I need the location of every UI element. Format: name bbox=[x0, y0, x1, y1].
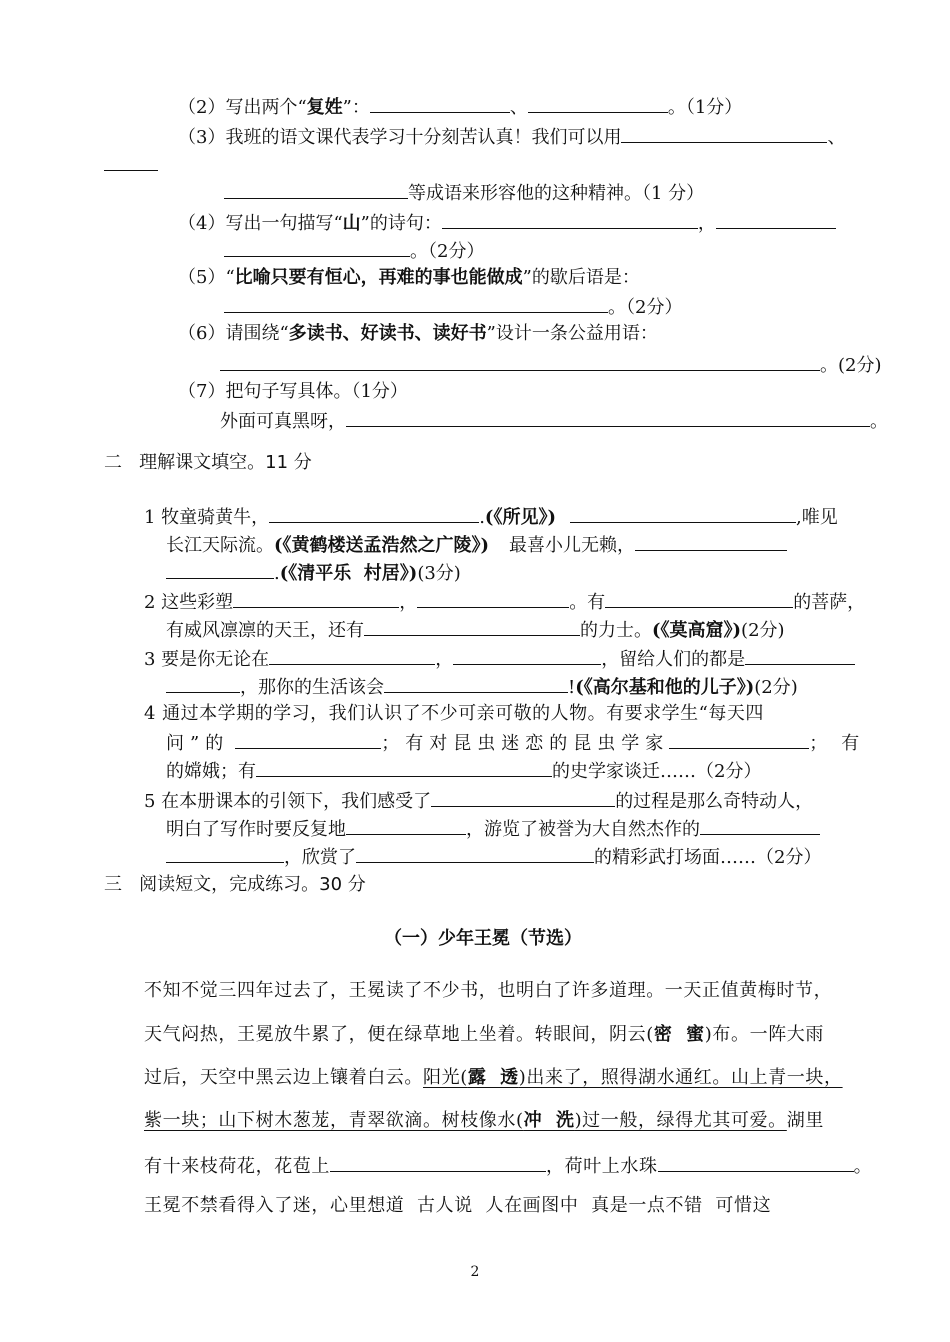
answer-blank[interactable] bbox=[669, 730, 809, 749]
item-4-line-3: 的嫦娥；有 的史学家谈迁……（2分） bbox=[166, 758, 761, 784]
passage-line-4: 紫一块；山下树木葱茏，青翠欲滴。树枝像水(冲 洗)过一般，绿得尤其可爱。湖里 bbox=[144, 1110, 824, 1131]
answer-blank[interactable] bbox=[370, 94, 510, 113]
q5-line-2: 。（2分） bbox=[224, 294, 682, 320]
item-1-line-3: .(《清平乐 村居》)(3分) bbox=[166, 560, 461, 586]
answer-blank[interactable] bbox=[364, 617, 580, 636]
underlined-text: 阳光(露 透)出来了，照得湖水通红。山上青一块， bbox=[423, 1067, 843, 1088]
item-5-line-2: 明白了写作时要反复地 ，游览了被誉为大自然杰作的 bbox=[166, 816, 820, 842]
answer-blank[interactable] bbox=[356, 844, 594, 863]
item-4-line-2: 问”的 ；有对昆虫迷恋的昆虫学家 ；有 bbox=[166, 730, 873, 756]
q6-line: （6）请围绕“多读书、好读书、读好书”设计一条公益用语： bbox=[178, 323, 658, 344]
answer-blank[interactable] bbox=[700, 816, 820, 835]
q5-line: （5）“比喻只要有恒心，再难的事也能做成”的歇后语是： bbox=[178, 267, 640, 288]
answer-blank[interactable] bbox=[570, 504, 796, 523]
answer-blank[interactable] bbox=[104, 152, 158, 171]
section-3-heading: 三 阅读短文，完成练习。30 分 bbox=[104, 874, 366, 895]
q3-line-2: 等成语来形容他的这种精神。（1 分） bbox=[224, 180, 704, 206]
answer-blank[interactable] bbox=[605, 589, 793, 608]
answer-blank[interactable] bbox=[346, 408, 870, 427]
q4-line: （4）写出一句描写“山”的诗句： ， bbox=[178, 210, 836, 236]
word-choice[interactable]: 密 蜜 bbox=[653, 1024, 705, 1045]
item-1-line-2: 长江天际流。(《黄鹤楼送孟浩然之广陵》) 最喜小儿无赖， bbox=[166, 532, 787, 558]
answer-blank[interactable] bbox=[346, 816, 466, 835]
item-3-line-2: ，那你的生活该会 !(《高尔基和他的儿子》)(2分) bbox=[166, 674, 798, 700]
answer-blank[interactable] bbox=[233, 589, 399, 608]
q6-keyword: 多读书、好读书、读好书 bbox=[288, 323, 487, 344]
passage-line-6: 王冕不禁看得入了迷，心里想道 古人说 人在画图中 真是一点不错 可惜这 bbox=[144, 1195, 772, 1216]
answer-blank[interactable] bbox=[269, 646, 435, 665]
answer-blank[interactable] bbox=[166, 560, 274, 579]
item-4-line-1: 4 通过本学期的学习，我们认识了不少可亲可敬的人物。有要求学生“每天四 bbox=[144, 703, 764, 724]
answer-blank[interactable] bbox=[166, 844, 284, 863]
section-2-heading: 二 理解课文填空。11 分 bbox=[104, 452, 312, 473]
answer-blank[interactable] bbox=[431, 788, 615, 807]
word-choice[interactable]: 冲 洗 bbox=[523, 1110, 575, 1131]
q5-keyword: 比喻只要有恒心，再难的事也能做成 bbox=[234, 267, 523, 288]
underlined-text: 紫一块；山下树木葱茏，青翠欲滴。树枝像水(冲 洗)过一般，绿得尤其可爱。 bbox=[144, 1110, 787, 1131]
answer-blank[interactable] bbox=[658, 1153, 854, 1172]
passage-title: （一）少年王冕（节选） bbox=[384, 928, 582, 949]
answer-blank[interactable] bbox=[269, 504, 479, 523]
passage-line-3: 过后，天空中黑云边上镶着白云。阳光(露 透)出来了，照得湖水通红。山上青一块， bbox=[144, 1067, 843, 1088]
q2-line: （2）写出两个“复姓”： 、 。（1分） bbox=[178, 94, 742, 120]
answer-blank[interactable] bbox=[442, 210, 698, 229]
answer-blank[interactable] bbox=[635, 532, 787, 551]
page-number: 2 bbox=[470, 1264, 480, 1280]
q2-keyword: 复姓 bbox=[306, 97, 343, 118]
answer-blank[interactable] bbox=[235, 730, 381, 749]
q6-line-2: 。(2分) bbox=[220, 352, 882, 378]
item-2-line-2: 有威风凛凛的天王，还有 的力士。(《莫高窟》)(2分) bbox=[166, 617, 785, 643]
q7-line: （7）把句子写具体。（1分） bbox=[178, 381, 408, 402]
answer-blank[interactable] bbox=[621, 124, 827, 143]
answer-blank[interactable] bbox=[256, 758, 552, 777]
passage-line-1: 不知不觉三四年过去了，王冕读了不少书，也明白了许多道理。一天正值黄梅时节， bbox=[144, 980, 833, 1001]
passage-line-2: 天气闷热，王冕放牛累了，便在绿草地上坐着。转眼间，阴云(密 蜜)布。一阵大雨 bbox=[144, 1024, 824, 1045]
answer-blank[interactable] bbox=[716, 210, 836, 229]
q7-line-2: 外面可真黑呀， 。 bbox=[220, 408, 888, 434]
answer-blank[interactable] bbox=[224, 238, 410, 257]
answer-blank[interactable] bbox=[220, 352, 820, 371]
item-2-line-1: 2 这些彩塑 ， 。有 的菩萨， bbox=[144, 589, 865, 615]
q4-line-2: 。（2分） bbox=[224, 238, 484, 264]
answer-blank[interactable] bbox=[384, 674, 568, 693]
item-3-line-1: 3 要是你无论在 ， ，留给人们的都是 bbox=[144, 646, 855, 672]
answer-blank[interactable] bbox=[528, 94, 668, 113]
answer-blank[interactable] bbox=[224, 294, 608, 313]
answer-blank[interactable] bbox=[224, 180, 408, 199]
answer-blank[interactable] bbox=[166, 674, 240, 693]
passage-line-5: 有十来枝荷花，花苞上 ，荷叶上水珠 。 bbox=[144, 1153, 872, 1179]
word-choice[interactable]: 露 透 bbox=[467, 1067, 519, 1088]
answer-blank[interactable] bbox=[453, 646, 601, 665]
answer-blank[interactable] bbox=[330, 1153, 546, 1172]
answer-blank[interactable] bbox=[417, 589, 569, 608]
q4-keyword: 山 bbox=[342, 213, 361, 234]
item-5-line-3: ，欣赏了 的精彩武打场面……（2分） bbox=[166, 844, 821, 870]
q3-line: （3）我班的语文课代表学习十分刻苦认真！我们可以用 、 bbox=[178, 124, 845, 150]
item-5-line-1: 5 在本册课本的引领下，我们感受了 的过程是那么奇特动人， bbox=[144, 788, 813, 814]
item-1-line-1: 1 牧童骑黄牛， .(《所见》) ,唯见 bbox=[144, 504, 838, 530]
answer-blank[interactable] bbox=[745, 646, 855, 665]
